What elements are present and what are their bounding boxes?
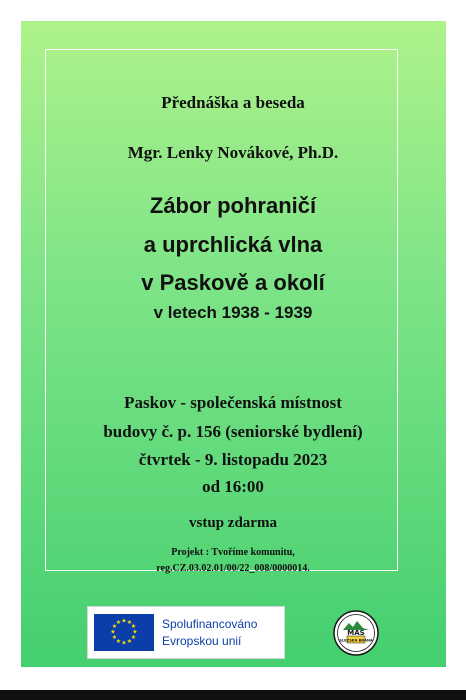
intro-text: Přednáška a beseda: [161, 93, 305, 112]
venue-line-1: Paskov - společenská místnost: [124, 393, 342, 412]
title-line-2: a uprchlická vlna: [143, 232, 323, 257]
eu-label-line-1: Spolufinancováno: [162, 617, 258, 631]
title-line-3: v Paskově a okolí: [141, 270, 325, 295]
svg-text:★: ★: [110, 628, 116, 636]
mas-logo-text: MAS: [347, 629, 365, 637]
svg-text:★: ★: [111, 622, 118, 630]
title-line-1: Zábor pohraničí: [149, 193, 317, 218]
entry-note: vstup zdarma: [189, 515, 277, 531]
svg-text:★: ★: [132, 628, 138, 636]
svg-text:★: ★: [126, 618, 133, 626]
bottom-edge: [0, 690, 466, 700]
project-line-1: Projekt : Tvoříme komunitu,: [171, 547, 295, 558]
eu-label-line-2: Evropskou unií: [162, 634, 242, 648]
svg-text:★: ★: [111, 634, 118, 642]
svg-text:★: ★: [121, 617, 127, 625]
mas-logo: [333, 610, 379, 656]
time-line: od 16:00: [202, 477, 264, 496]
svg-text:★: ★: [115, 638, 122, 646]
speaker-name: Mgr. Lenky Novákové, Ph.D.: [127, 143, 339, 162]
svg-text:★: ★: [115, 618, 122, 626]
svg-text:★: ★: [126, 638, 133, 646]
mas-logo-subtext: SLEZSKÁ BRÁNA: [339, 638, 373, 643]
project-line-2: reg.CZ.03.02.01/00/22_008/0000014.: [156, 563, 310, 574]
venue-line-2: budovy č. p. 156 (seniorské bydlení): [103, 422, 363, 441]
eu-funding-badge: [87, 606, 285, 659]
eu-flag-icon: [94, 614, 154, 651]
title-years: v letech 1938 - 1939: [153, 303, 313, 322]
svg-text:★: ★: [121, 639, 127, 647]
svg-text:★: ★: [130, 622, 137, 630]
date-line: čtvrtek - 9. listopadu 2023: [138, 450, 328, 469]
svg-text:★: ★: [130, 634, 137, 642]
